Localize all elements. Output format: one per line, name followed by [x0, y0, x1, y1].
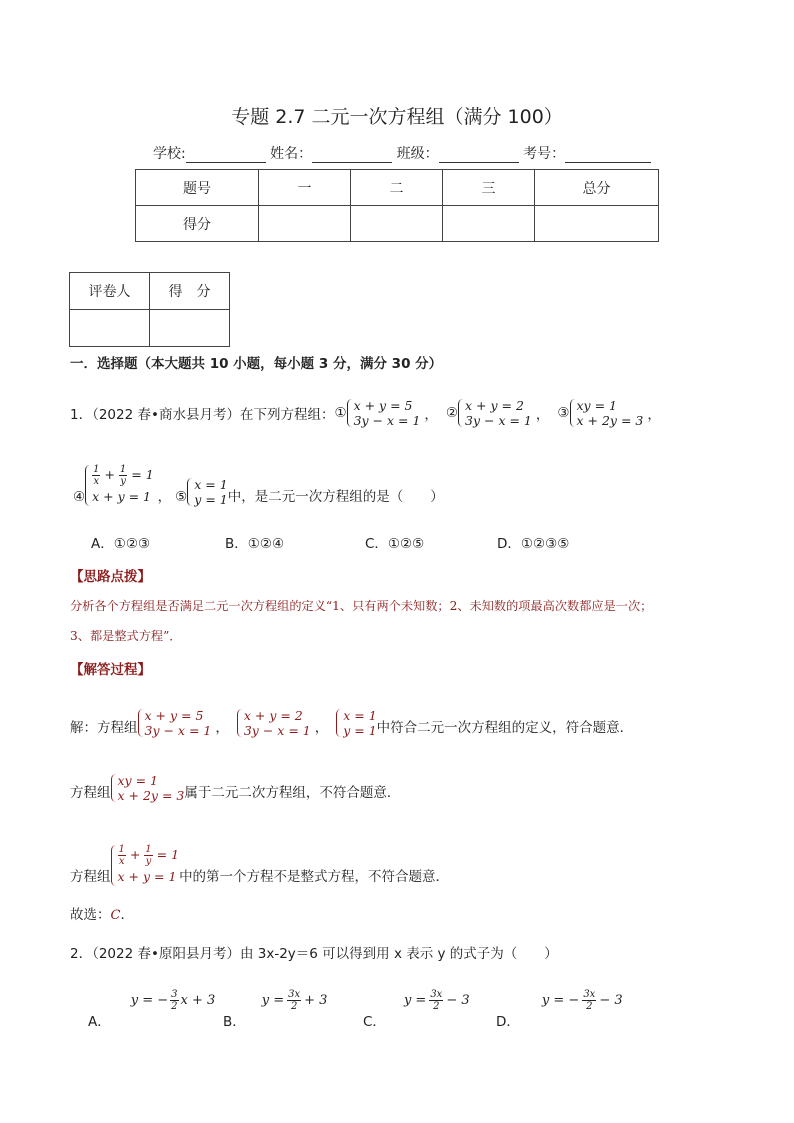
q2-option-b-formula: y = $\frac{3x}{2}$ + 3	[261, 989, 328, 1012]
exam-no-label: 考号：	[523, 146, 566, 162]
option-b[interactable]: B．①②④	[225, 536, 285, 552]
fraction: $\frac{3}{2}$	[171, 989, 178, 1012]
equation-system-2: x + y = 2 3y − x = 1	[458, 398, 532, 428]
exam-no-field[interactable]	[565, 147, 651, 163]
hint-label: 【思路点拨】	[70, 569, 151, 585]
question-1-suffix: 中，是二元一次方程组的是（ ）	[227, 489, 444, 505]
name-label: 姓名：	[270, 146, 313, 162]
equation-system-3: xy = 1 x + 2y = 3	[111, 773, 185, 803]
equation-system-4: $\frac{1}{x}$ + $\frac{1}{y}$ = 1 x + y = 1	[85, 464, 154, 507]
grader-cell[interactable]	[70, 310, 150, 347]
solution-line-2: 方程组 xy = 1 x + 2y = 3 属于二元二次方程组，不符合题意．	[70, 773, 401, 803]
school-field[interactable]	[186, 147, 266, 163]
equation-system-2: x + y = 2 3y − x = 1	[237, 708, 311, 738]
option-d[interactable]: D．①②③⑤	[497, 536, 570, 552]
mark-5: ⑤	[175, 489, 188, 505]
score-row-label: 得分	[136, 206, 259, 242]
fraction: $\frac{1}{x}$	[93, 464, 100, 487]
fraction: $\frac{1}{y}$	[119, 464, 127, 487]
score-label: 得 分	[150, 273, 230, 310]
student-info-line	[153, 143, 651, 163]
school-label: 学校:	[153, 146, 186, 162]
q2-option-c-formula: y = $\frac{3x}{2}$ − 3	[403, 989, 470, 1012]
q2-option-b[interactable]: B． y = $\frac{3x}{2}$ + 3	[223, 989, 328, 1030]
grader-header-row	[70, 273, 230, 310]
score-table-header-row	[136, 170, 659, 206]
score-table-row	[136, 206, 659, 242]
question-1-prefix: 1．（2022 春•商水县月考）在下列方程组：	[70, 407, 335, 423]
score-cell[interactable]	[535, 206, 659, 242]
equation-system-5: x = 1 y = 1	[336, 708, 376, 738]
hint-text-line-1: 分析各个方程组是否满足二元一次方程组的定义“1、只有两个未知数；2、未知数的项最高次数都应是一次；	[70, 599, 653, 613]
page-title: 专题 2.7 二元一次方程组（满分 100）	[231, 106, 563, 128]
grader-label: 评卷人	[70, 273, 150, 310]
fraction: $\frac{3x}{2}$	[583, 989, 596, 1012]
grader-row	[70, 310, 230, 347]
hint-text-line-2: 3、都是整式方程”．	[70, 629, 182, 643]
mark-1: ①	[334, 405, 347, 421]
fraction: $\frac{3x}{2}$	[288, 989, 301, 1012]
fraction: $\frac{1}{x}$	[118, 844, 125, 867]
equation-system-1: x + y = 5 3y − x = 1	[347, 398, 421, 428]
score-cell[interactable]	[351, 206, 443, 242]
fraction: $\frac{1}{y}$	[145, 844, 152, 867]
grader-score-cell[interactable]	[150, 310, 230, 347]
score-header-cell: 总分	[535, 170, 659, 206]
name-field[interactable]	[312, 147, 392, 163]
question-1-line-1: 1．（2022 春•商水县月考）在下列方程组： ① x + y = 5 3y − x = 1 ， ② x + y = 2 3y − x = 1 ， ③ xy = 1 x + 2y = 3 ，	[70, 398, 661, 428]
equation-system-5: x = 1 y = 1	[187, 477, 227, 507]
equation-system-4: $\frac{1}{x}$ + $\frac{1}{y}$ = 1 x + y = 1	[111, 844, 180, 887]
grader-table	[69, 272, 230, 347]
q2-option-c[interactable]: C． y = $\frac{3x}{2}$ − 3	[363, 989, 470, 1030]
q2-option-a-formula: y = − $\frac{3}{2}$ x + 3	[130, 989, 216, 1012]
score-header-cell: 三	[443, 170, 535, 206]
score-table	[135, 169, 659, 242]
score-header-cell: 二	[351, 170, 443, 206]
equation-system-3: xy = 1 x + 2y = 3	[570, 398, 644, 428]
score-cell[interactable]	[259, 206, 351, 242]
solution-label: 【解答过程】	[70, 662, 151, 678]
option-a[interactable]: A．①②③	[91, 536, 151, 552]
mark-4: ④	[73, 489, 86, 505]
mark-3: ③	[557, 405, 570, 421]
answer-line: 故选：C．	[70, 907, 134, 923]
q2-option-d-formula: y = − $\frac{3x}{2}$ − 3	[541, 989, 623, 1012]
solution-line-3: 方程组 $\frac{1}{x}$ + $\frac{1}{y}$ = 1 x + y = 1 中的第一个方程不是整式方程，不符合题意．	[70, 844, 450, 885]
class-label: 班级：	[396, 146, 439, 162]
question-2: 2．（2022 春•原阳县月考）由 3x-2y＝6 可以得到用 x 表示 y 的式子为（ ）	[70, 946, 558, 962]
score-header-cell: 题号	[136, 170, 259, 206]
q2-option-d[interactable]: D． y = − $\frac{3x}{2}$ − 3	[496, 989, 623, 1030]
score-header-cell: 一	[259, 170, 351, 206]
mark-2: ②	[445, 405, 459, 421]
equation-system-1: x + y = 5 3y − x = 1	[138, 708, 212, 738]
option-c[interactable]: C．①②⑤	[365, 536, 425, 552]
fraction: $\frac{3x}{2}$	[430, 989, 443, 1012]
answer-choice: C	[110, 908, 121, 923]
class-field[interactable]	[439, 147, 519, 163]
solution-line-1: 解：方程组 x + y = 5 3y − x = 1 ， x + y = 2 3y − x = 1 ， x = 1 y = 1 中符合二元一次方程组的定义，符合题意．	[70, 708, 634, 738]
score-cell[interactable]	[443, 206, 535, 242]
question-1-line-2: ④ $\frac{1}{x}$ + $\frac{1}{y}$ = 1 x + y = 1 ， ⑤ x = 1 y = 1 中，是二元一次方程组的是（ ）	[73, 464, 444, 507]
q2-option-a[interactable]: A． y = − $\frac{3}{2}$ x + 3	[88, 989, 216, 1030]
section-heading: 一．选择题（本大题共 10 小题，每小题 3 分，满分 30 分）	[70, 356, 443, 372]
